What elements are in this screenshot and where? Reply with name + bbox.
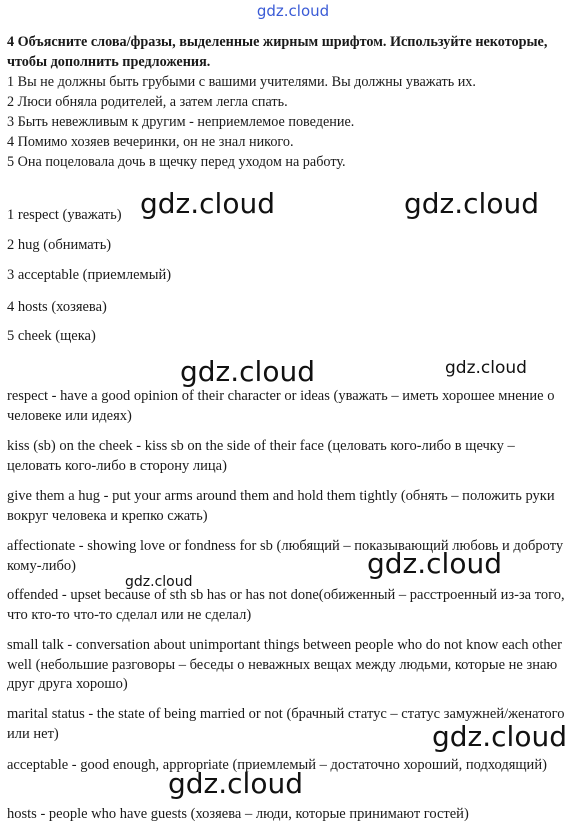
answer-item: 3 acceptable (приемлемый): [7, 267, 172, 283]
definition-item: give them a hug - put your arms around them and hold them tightly (обнять – положить руки вокруг человека и крепко сжать): [7, 488, 555, 524]
watermark: gdz.cloud: [140, 187, 275, 220]
task-sentence: 5 Она поцеловала дочь в щечку перед уходом на работу.: [7, 154, 346, 170]
definition-item: small talk - conversation about unimportant things between people who do not know each other well (небольшие разговоры – беседы о неважных вещах между людьми, которые не знаю друг друга хорошо): [7, 637, 562, 692]
task-sentence: 1 Вы не должны быть грубыми с вашими учителями. Вы должны уважать их.: [7, 74, 476, 90]
definition-item: kiss (sb) on the cheek - kiss sb on the side of their face (целовать кого-либо в щечку – целовать кого-либо в сторону лица): [7, 438, 515, 474]
watermark: gdz.cloud: [180, 355, 315, 388]
watermark: gdz.cloud: [367, 547, 502, 580]
answer-item: 4 hosts (хозяева): [7, 299, 107, 315]
task-sentence: 3 Быть невежливым к другим - неприемлемое поведение.: [7, 114, 355, 130]
watermark: gdz.cloud: [125, 574, 193, 590]
watermark: gdz.cloud: [404, 187, 539, 220]
answer-item: 2 hug (обнимать): [7, 237, 112, 253]
watermark: gdz.cloud: [432, 720, 567, 753]
watermark: gdz.cloud: [445, 358, 527, 378]
task-sentence: 2 Люси обняла родителей, а затем легла спать.: [7, 94, 288, 110]
task-title: 4 Объясните слова/фразы, выделенные жирным шрифтом. Используйте некоторые, чтобы дополнить предложения.: [7, 34, 548, 70]
answer-item: 5 cheek (щека): [7, 328, 96, 344]
watermark: gdz.cloud: [168, 767, 303, 800]
task-block: [7, 32, 579, 172]
definition-item: hosts - people who have guests (хозяева – люди, которые принимают гостей): [7, 806, 469, 822]
definition-item: offended - upset because of sth sb has or has not done(обиженный – расстроенный из-за того, что кто-то что-то сделал или не сделал): [7, 587, 565, 623]
definition-item: marital status - the state of being married or not (брачный статус – статус замужней/женатого или нет): [7, 706, 565, 742]
definition-item: affectionate - showing love or fondness for sb (любящий – показывающий любовь и доброту кому-либо): [7, 538, 564, 574]
definition-item: acceptable - good enough, appropriate (приемлемый – достаточно хороший, подходящий): [7, 757, 547, 773]
task-sentence: 4 Помимо хозяев вечеринки, он не знал никого.: [7, 134, 294, 150]
top-watermark: gdz.cloud: [256, 2, 330, 20]
definition-item: respect - have a good opinion of their character or ideas (уважать – иметь хорошее мнение о человеке или идеях): [7, 388, 555, 424]
answer-item: 1 respect (уважать): [7, 207, 122, 223]
